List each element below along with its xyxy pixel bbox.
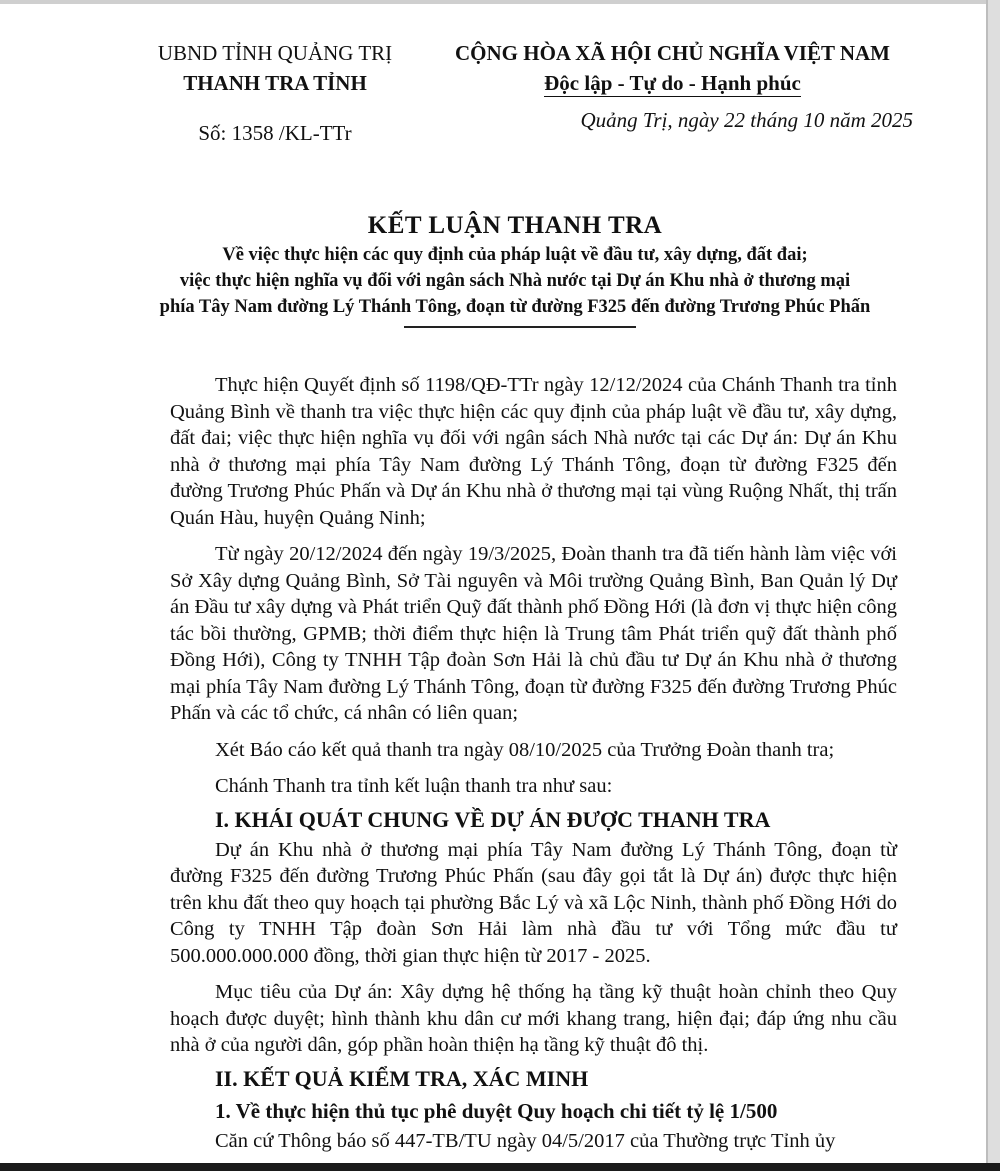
issuer-block [135,38,415,148]
nation-title: CỘNG HÒA XÃ HỘI CHỦ NGHĨA VIỆT NAM [454,41,891,65]
subtitle-line: phía Tây Nam đường Lý Thánh Tông, đoạn từ đường F325 đến đường Trương Phúc Phấn [159,297,871,317]
subtitle-line: việc thực hiện nghĩa vụ đối với ngân sách Nhà nước tại Dự án Khu nhà ở thương mại [179,271,851,291]
title-divider [404,326,636,328]
document-body [170,372,897,1160]
national-header [420,38,925,135]
motto-text: Độc lập - Tự do - Hạnh phúc [544,71,801,95]
body-paragraph: Xét Báo cáo kết quả thanh tra ngày 08/10/2025 của Trưởng Đoàn thanh tra; [215,738,835,761]
body-paragraph: Dự án Khu nhà ở thương mại phía Tây Nam đường Lý Thánh Tông, đoạn từ đường F325 đến đường Trương Phúc Phấn (sau đây gọi tắt là Dự án) được thực hiện trên khu đất theo quy hoạch tại phường Bắc Lý và xã Lộc Ninh, thành phố Đồng Hới do Công ty TNHH Tập đoàn Sơn Hải làm nhà đầu tư với Tổng mức đầu tư 500.000.000.000 đồng, thời gian thực hiện từ 2017 - 2025. [170,838,897,967]
window-bottom-edge [0,1163,1000,1171]
body-paragraph: Từ ngày 20/12/2024 đến ngày 19/3/2025, Đoàn thanh tra đã tiến hành làm việc với Sở Xây dựng Quảng Bình, Sở Tài nguyên và Môi trường Quảng Bình, Ban Quản lý Dự án Đầu tư xây dựng và Phát triển Quỹ đất thành phố Đồng Hới (là đơn vị thực hiện công tác bồi thường, GPMB; thời điểm thực hiện là Trung tâm Phát triển quỹ đất thành phố Đồng Hới), Công ty TNHH Tập đoàn Sơn Hải là chủ đầu tư Dự án Khu nhà ở thương mại phía Tây Nam đường Lý Thánh Tông, đoạn từ đường F325 đến đường Trương Phúc Phấn và các tổ chức, cá nhân có liên quan; [170,543,897,724]
nation-motto [420,68,925,98]
issuer-org: UBND TỈNH QUẢNG TRỊ [157,41,393,65]
document-subtitle [130,242,900,320]
document-title: KẾT LUẬN THANH TRA [367,212,663,239]
window-right-edge [986,0,1000,1171]
issuer-dept: THANH TRA TỈNH [183,71,367,95]
body-paragraph: Thực hiện Quyết định số 1198/QĐ-TTr ngày 12/12/2024 của Chánh Thanh tra tỉnh Quảng Bình về thanh tra việc thực hiện các quy định của pháp luật về đầu tư, xây dựng, đất đai; việc thực hiện nghĩa vụ đối với ngân sách Nhà nước tại các Dự án: Dự án Khu nhà ở thương mại phía Tây Nam đường Lý Thánh Tông, đoạn từ đường F325 đến đường Trương Phúc Phấn và Dự án Khu nhà ở thương mại tại vùng Ruộng Nhất, thị trấn Quán Hàu, huyện Quảng Ninh; [170,374,897,529]
body-paragraph: Mục tiêu của Dự án: Xây dựng hệ thống hạ tầng kỹ thuật hoàn chỉnh theo Quy hoạch được duyệt; hình thành khu dân cư mới khang trang, hiện đại; đáp ứng nhu cầu nhà ở của người dân, góp phần hoàn thiện hạ tầng kỹ thuật đô thị. [170,981,897,1056]
document-number: Số: 1358 /KL-TTr [198,121,352,145]
body-paragraph: Căn cứ Thông báo số 447-TB/TU ngày 04/5/2017 của Thường trực Tỉnh ủy [215,1129,836,1152]
body-paragraph: Chánh Thanh tra tỉnh kết luận thanh tra như sau: [215,775,613,797]
section-heading: II. KẾT QUẢ KIỂM TRA, XÁC MINH [215,1065,589,1091]
subtitle-line: Về việc thực hiện các quy định của pháp luật về đầu tư, xây dựng, đất đai; [222,245,808,265]
document-date: Quảng Trị, ngày 22 tháng 10 năm 2025 [580,108,913,132]
subsection-heading: 1. Về thực hiện thủ tục phê duyệt Quy hoạch chi tiết tỷ lệ 1/500 [215,1098,778,1123]
section-heading: I. KHÁI QUÁT CHUNG VỀ DỰ ÁN ĐƯỢC THANH TRA [215,806,771,832]
